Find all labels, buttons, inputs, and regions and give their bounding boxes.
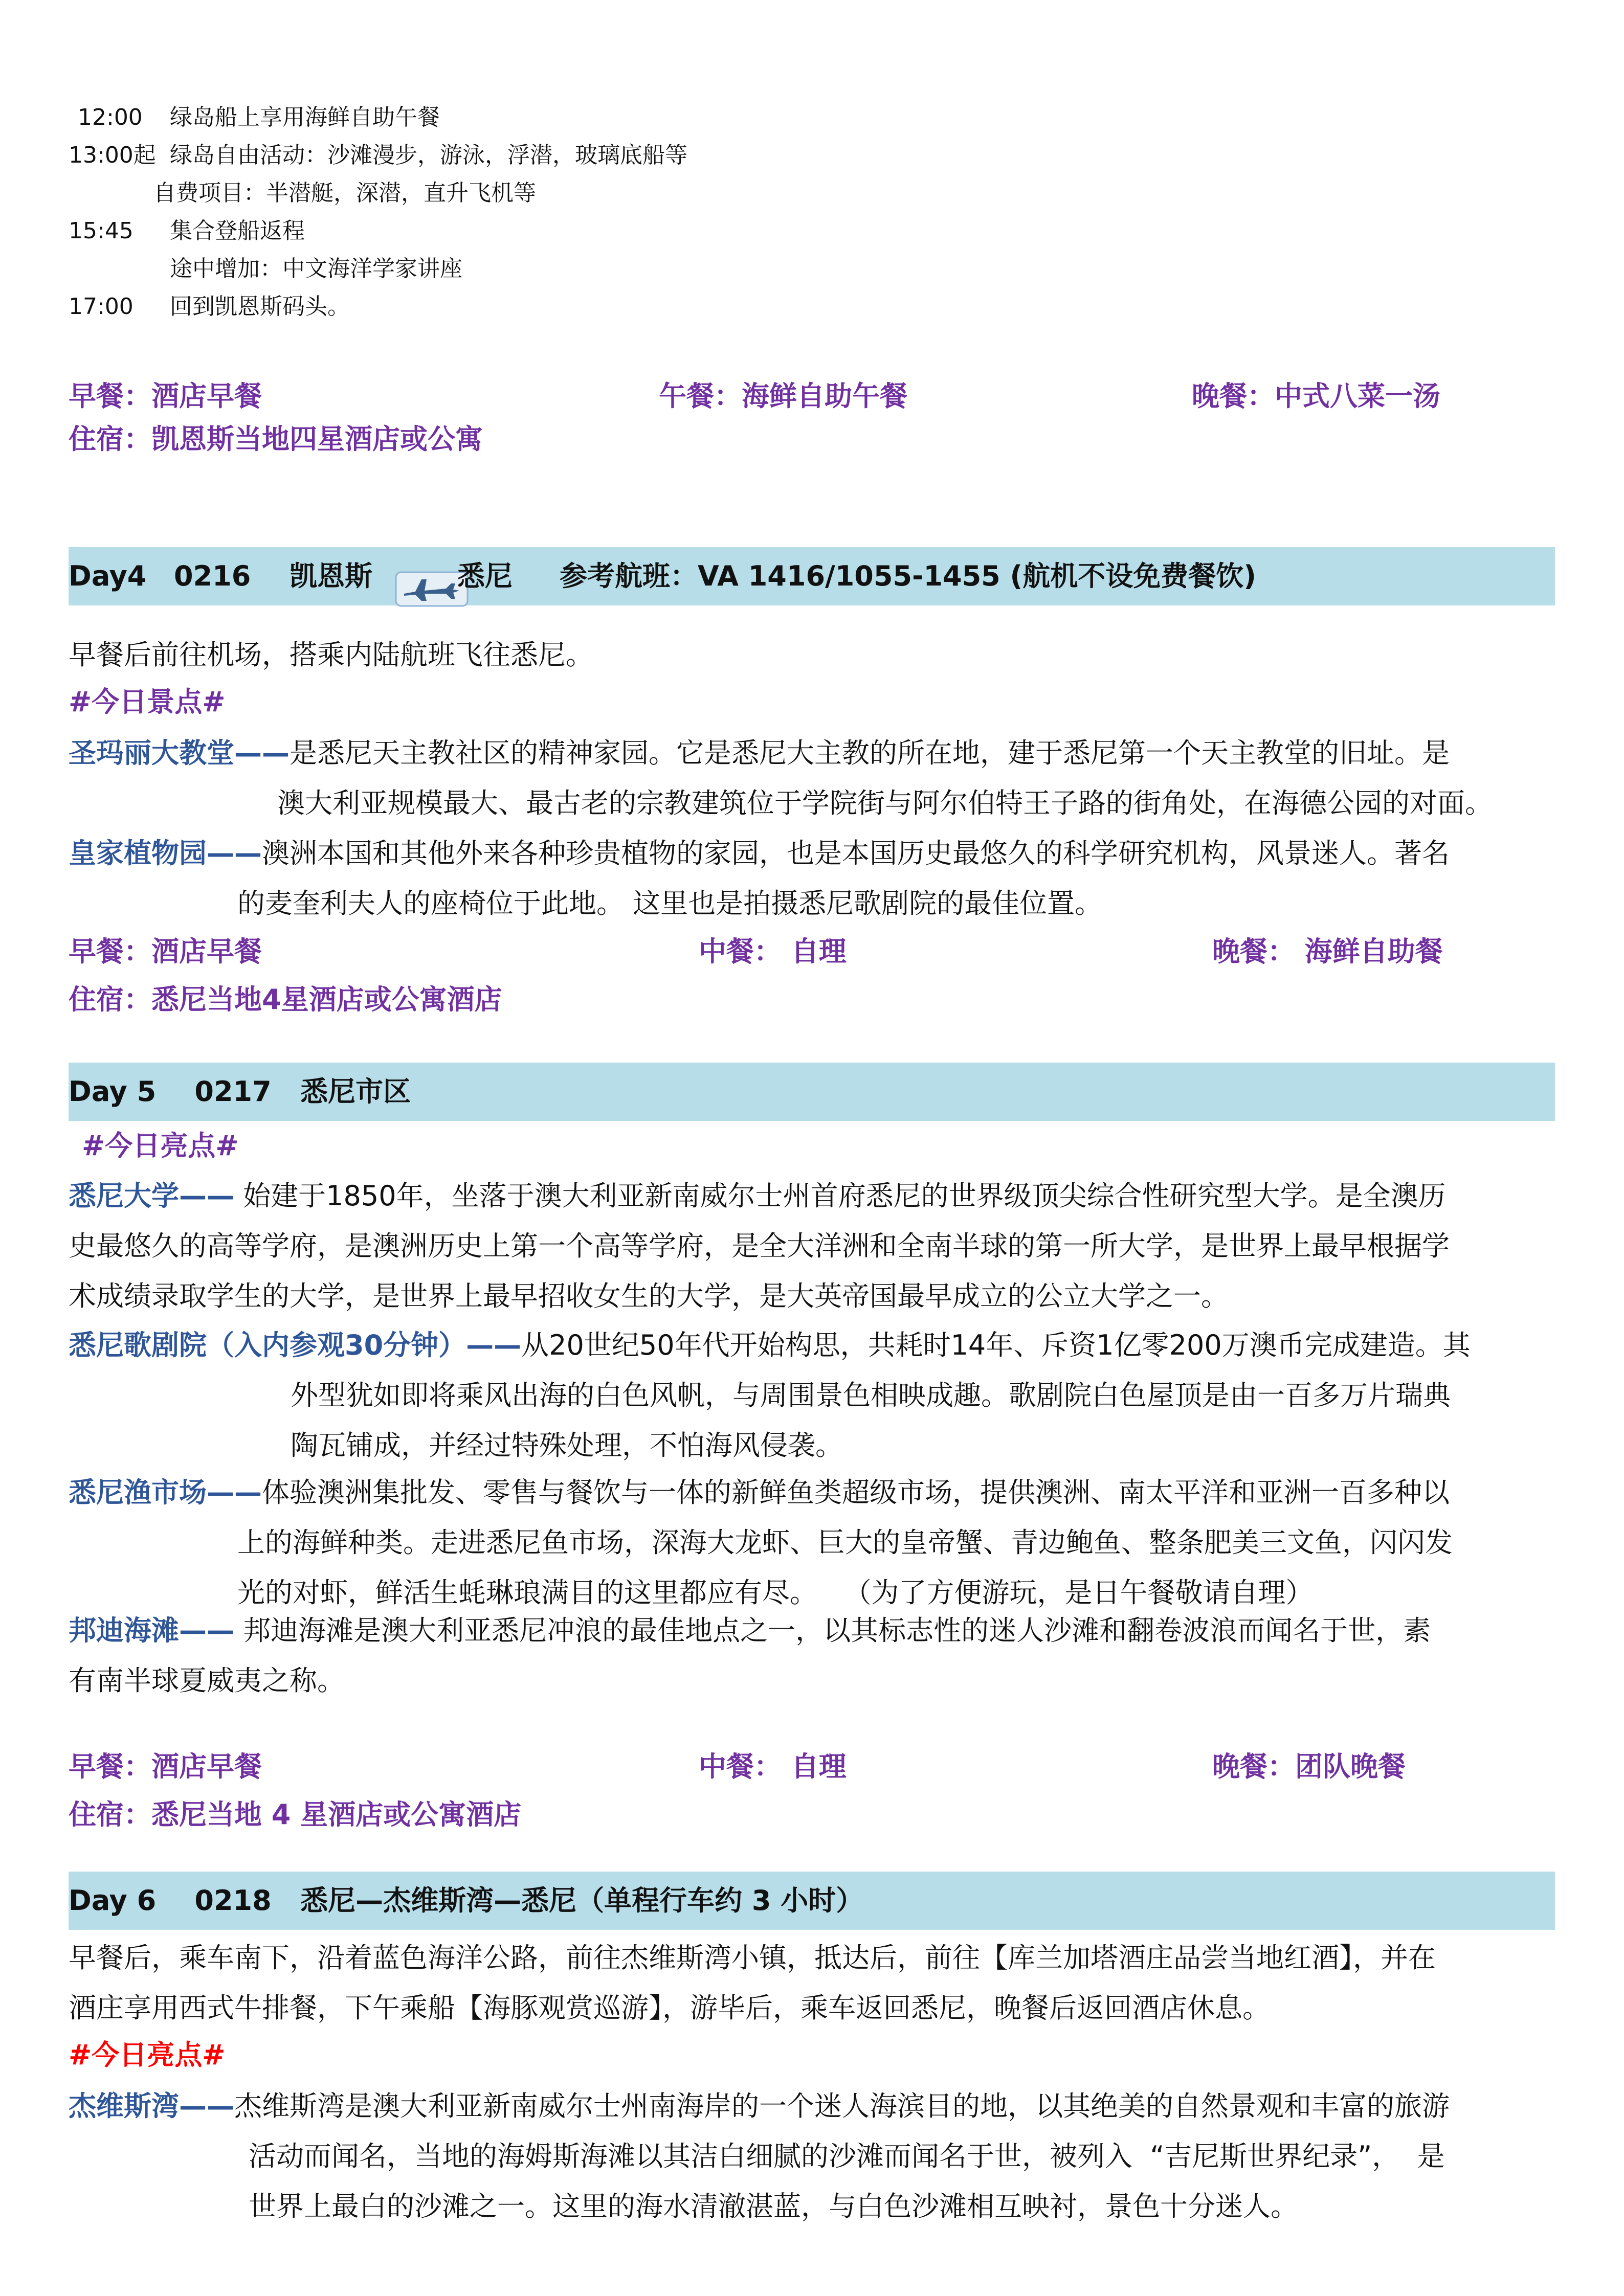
attraction-desc: 邦迪海滩是澳大利亚悉尼冲浪的最佳地点之一，以其标志性的迷人沙滩和翻卷波浪而闻名于世，素 bbox=[234, 1614, 1431, 1647]
attraction-desc: 有南半球夏威夷之称。 bbox=[69, 1664, 345, 1697]
attraction-desc: 澳洲本国和其他外来各种珍贵植物的家园，也是本国历史最悠久的科学研究机构，风景迷人。著名 bbox=[262, 837, 1450, 869]
lunch-label: 午餐：海鲜自助午餐 bbox=[659, 380, 907, 412]
schedule-time: 15:45 bbox=[69, 218, 134, 244]
day-title: Day 5 0217 悉尼市区 bbox=[69, 1075, 411, 1108]
day6-header bbox=[69, 1872, 1555, 1930]
breakfast-label: 早餐：酒店早餐 bbox=[69, 1750, 262, 1783]
dinner-label: 晚餐：中式八菜一汤 bbox=[1192, 380, 1440, 412]
day6-tag: #今日亮点# bbox=[69, 2039, 226, 2071]
attraction-desc: 体验澳洲集批发、零售与餐饮与一体的新鲜鱼类超级市场，提供澳洲、南太平洋和亚洲一百多种以 bbox=[262, 1476, 1450, 1509]
attraction-desc: 杰维斯湾是澳大利亚新南威尔士州南海岸的一个迷人海滨目的地，以其绝美的自然景观和丰富的旅游 bbox=[234, 2090, 1450, 2122]
hotel-label: 住宿：悉尼当地4星酒店或公寓酒店 bbox=[69, 983, 502, 1016]
attraction-desc: 是悉尼天主教社区的精神家园。它是悉尼大主教的所在地，建于悉尼第一个天主教堂的旧址。是 bbox=[290, 737, 1450, 769]
attraction-name: 皇家植物园—— bbox=[69, 837, 262, 869]
schedule-text: 自费项目：半潜艇，深潜，直升飞机等 bbox=[153, 180, 536, 206]
attraction-name: 邦迪海滩—— bbox=[69, 1614, 234, 1647]
attraction-item bbox=[69, 1606, 1555, 1706]
schedule-text: 绿岛船上享用海鲜自助午餐 bbox=[170, 104, 440, 130]
day4-header bbox=[69, 547, 1555, 605]
hotel-label: 住宿：悉尼当地 4 星酒店或公寓酒店 bbox=[69, 1798, 522, 1831]
attraction-name: 悉尼歌剧院（入内参观30分钟）—— bbox=[69, 1329, 522, 1361]
attraction-desc: 的麦奎利夫人的座椅位于此地。 这里也是拍摄悉尼歌剧院的最佳位置。 bbox=[237, 887, 1103, 919]
flight-info: 参考航班：VA 1416/1055-1455 (航机不设免费餐饮) bbox=[560, 560, 1256, 592]
attraction-name: 悉尼渔市场—— bbox=[69, 1476, 262, 1509]
attraction-item bbox=[69, 828, 1555, 929]
attraction-name: 圣玛丽大教堂—— bbox=[69, 737, 290, 769]
schedule-text: 回到凯恩斯码头。 bbox=[170, 294, 350, 320]
lunch-label: 中餐： 自理 bbox=[699, 935, 847, 967]
day4-tag: #今日景点# bbox=[69, 686, 226, 718]
attraction-item bbox=[69, 2081, 1555, 2232]
attraction-desc: 史最悠久的高等学府，是澳洲历史上第一个高等学府，是全大洋洲和全南半球的第一所大学，是世界上最早根据学 bbox=[69, 1230, 1450, 1262]
attraction-desc: 上的海鲜种类。走进悉尼鱼市场，深海大龙虾、巨大的皇帝蟹、青边鲍鱼、整条肥美三文鱼，闪闪发 bbox=[237, 1526, 1453, 1559]
lunch-label: 中餐： 自理 bbox=[699, 1750, 847, 1783]
attraction-item bbox=[69, 1320, 1555, 1471]
breakfast-label: 早餐：酒店早餐 bbox=[69, 380, 262, 412]
attraction-desc: 光的对虾，鲜活生蚝琳琅满目的这里都应有尽。 （为了方便游玩，是日午餐敬请自理） bbox=[237, 1577, 1314, 1609]
attraction-desc: 从20世纪50年代开始构思，共耗时14年、斥资1亿零200万澳币完成建造。其 bbox=[521, 1329, 1471, 1361]
attraction-desc: 世界上最白的沙滩之一。这里的海水清澈湛蓝，与白色沙滩相互映衬，景色十分迷人。 bbox=[249, 2190, 1298, 2222]
route-to: 悉尼 bbox=[457, 560, 513, 592]
schedule-text: 集合登船返程 bbox=[170, 218, 305, 244]
route-from: 凯恩斯 bbox=[290, 560, 372, 592]
day-number: Day4 bbox=[69, 560, 147, 592]
attraction-desc: 始建于1850年，坐落于澳大利亚新南威尔士州首府悉尼的世界级顶尖综合性研究型大学。是全澳历 bbox=[234, 1180, 1446, 1212]
attraction-desc: 活动而闻名，当地的海姆斯海滩以其洁白细腻的沙滩而闻名于世，被列入 “吉尼斯世界纪录”， 是 bbox=[249, 2140, 1445, 2172]
attraction-desc: 外型犹如即将乘风出海的白色风帆，与周围景色相映成趣。歌剧院白色屋顶是由一百多万片瑞典 bbox=[291, 1379, 1451, 1411]
schedule-time: 17:00 bbox=[69, 294, 134, 320]
day5-header bbox=[69, 1063, 1555, 1121]
attraction-name: 杰维斯湾—— bbox=[69, 2090, 234, 2122]
schedule-text: 途中增加：中文海洋学家讲座 bbox=[170, 256, 462, 282]
dinner-label: 晚餐： 海鲜自助餐 bbox=[1212, 935, 1443, 967]
day-date: 0216 bbox=[174, 560, 251, 592]
attraction-name: 悉尼大学—— bbox=[69, 1180, 234, 1212]
attraction-item bbox=[69, 1171, 1555, 1321]
hotel-label: 住宿：凯恩斯当地四星酒店或公寓 bbox=[69, 423, 483, 455]
schedule-time: 13:00起 bbox=[69, 142, 156, 168]
attraction-desc: 陶瓦铺成，并经过特殊处理，不怕海风侵袭。 bbox=[291, 1429, 843, 1461]
breakfast-label: 早餐：酒店早餐 bbox=[69, 935, 262, 967]
day6-intro: 早餐后，乘车南下，沿着蓝色海洋公路，前往杰维斯湾小镇，抵达后，前往【库兰加塔酒庄品尝当地红酒】，并在 bbox=[69, 1942, 1436, 1974]
attraction-item bbox=[69, 728, 1555, 828]
attraction-desc: 术成绩录取学生的大学，是世界上最早招收女生的大学，是大英帝国最早成立的公立大学之一。 bbox=[69, 1280, 1229, 1312]
day4-intro: 早餐后前往机场，搭乘内陆航班飞往悉尼。 bbox=[69, 639, 593, 671]
schedule-time: 12:00 bbox=[78, 104, 143, 130]
day6-intro: 酒庄享用西式牛排餐，下午乘船【海豚观赏巡游】，游毕后，乘车返回悉尼，晚餐后返回酒店休息。 bbox=[69, 1992, 1270, 2024]
dinner-label: 晚餐：团队晚餐 bbox=[1212, 1750, 1406, 1783]
day-title: Day 6 0218 悉尼—杰维斯湾—悉尼（单程行车约 3 小时） bbox=[69, 1884, 864, 1917]
day5-tag: #今日亮点# bbox=[82, 1130, 239, 1162]
attraction-item bbox=[69, 1468, 1555, 1618]
schedule-text: 绿岛自由活动：沙滩漫步，游泳，浮潜，玻璃底船等 bbox=[170, 142, 687, 168]
attraction-desc: 澳大利亚规模最大、最古老的宗教建筑位于学院街与阿尔伯特王子路的街角处，在海德公园的对面。 bbox=[277, 787, 1493, 819]
